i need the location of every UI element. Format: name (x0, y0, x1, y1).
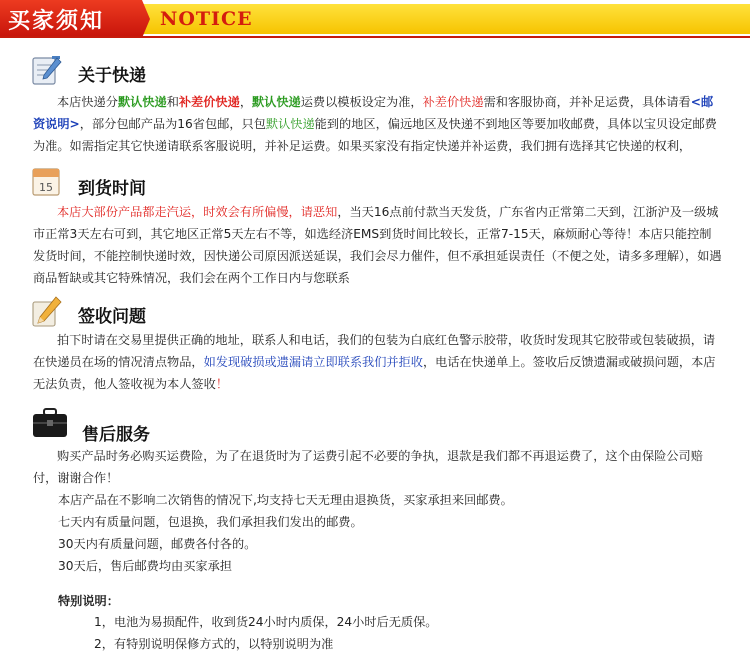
section-aftersales-title: 售后服务 (82, 425, 150, 445)
briefcase-icon (30, 406, 70, 440)
section-delivery-text: 本店大部份产品都走汽运，时效会有所偏慢，请恶知，当天16点前付款当天发货，广东省内正常第二天到，江浙沪及一级城市正常3天左右可到，其它地区正常5天左右不等，如选经济EMS到货时间比较长，正常7-15天，麻烦耐心等待！本店只能控制发货时间，不能控制快递时效，因快递公司原因派送延误，我们会尽力催件，但不承担延误责任（不便之处，请多多理解），如遇商品暂缺或其它特殊情况，我们会在两个工作日内与您联系 (33, 205, 722, 285)
header-title: 买家须知 (8, 9, 105, 34)
special-note-1: 1，电池为易损配件，收到货24小时内质保，24小时后无质保。 (94, 615, 438, 629)
section-receipt-title: 签收问题 (78, 307, 146, 327)
section-delivery-title: 到货时间 (78, 179, 146, 199)
section-shipping-title: 关于快递 (78, 66, 146, 86)
aftersales-line-1: 本店产品在不影响二次销售的情况下,均支持七天无理由退换货，买家承担来回邮费。 (58, 493, 513, 507)
header-notice: NOTICE (160, 8, 253, 30)
aftersales-line-3: 30天内有质量问题，邮费各付各的。 (58, 537, 257, 551)
aftersales-line-4: 30天后，售后邮费均由买家承担 (58, 559, 232, 573)
notice-header (0, 0, 750, 40)
pencil-icon (30, 294, 64, 328)
section-receipt-text: 拍下时请在交易里提供正确的地址，联系人和电话，我们的包装为白底红色警示胶带，收货时发现其它胶带或包装破损，请在快递员在场的情况清点物品，如发现破损或遗漏请立即联系我们并拒收，电话在快递单上。签收后反馈遗漏或破损问题，本店无法负责，他人签收视为本人签收！ (33, 333, 716, 391)
calendar-icon (30, 164, 64, 198)
aftersales-line-2: 七天内有质量问题，包退换，我们承担我们发出的邮费。 (58, 515, 363, 529)
section-shipping-text: 本店快递分默认快递和补差价快递，默认快递运费以模板设定为准，补差价快递需和客服协商，并补足运费，具体请看<邮资说明>，部分包邮产品为16省包邮，只包默认快递能到的地区，偏远地区及快递不到地区等要加收邮费，具体以宝贝设定邮费为准。如需指定其它快递请联系客服说明，并补足运费。如果买家没有指定快递并补运费，我们拥有选择其它快递的权利， (33, 95, 717, 153)
special-note-title: 特别说明： (58, 594, 119, 608)
special-note-2: 2，有特别说明保修方式的，以特别说明为准 (94, 637, 334, 651)
svg-text:15: 15 (39, 181, 53, 194)
notepad-pen-icon (30, 52, 64, 86)
header-divider (0, 36, 750, 38)
section-aftersales-text: 购买产品时务必购买运费险，为了在退货时为了运费引起不必要的争执，退款是我们都不再退运费了，这个由保险公司赔付，谢谢合作！ (33, 449, 703, 485)
postage-info-link[interactable]: <邮资说明> (33, 95, 714, 131)
